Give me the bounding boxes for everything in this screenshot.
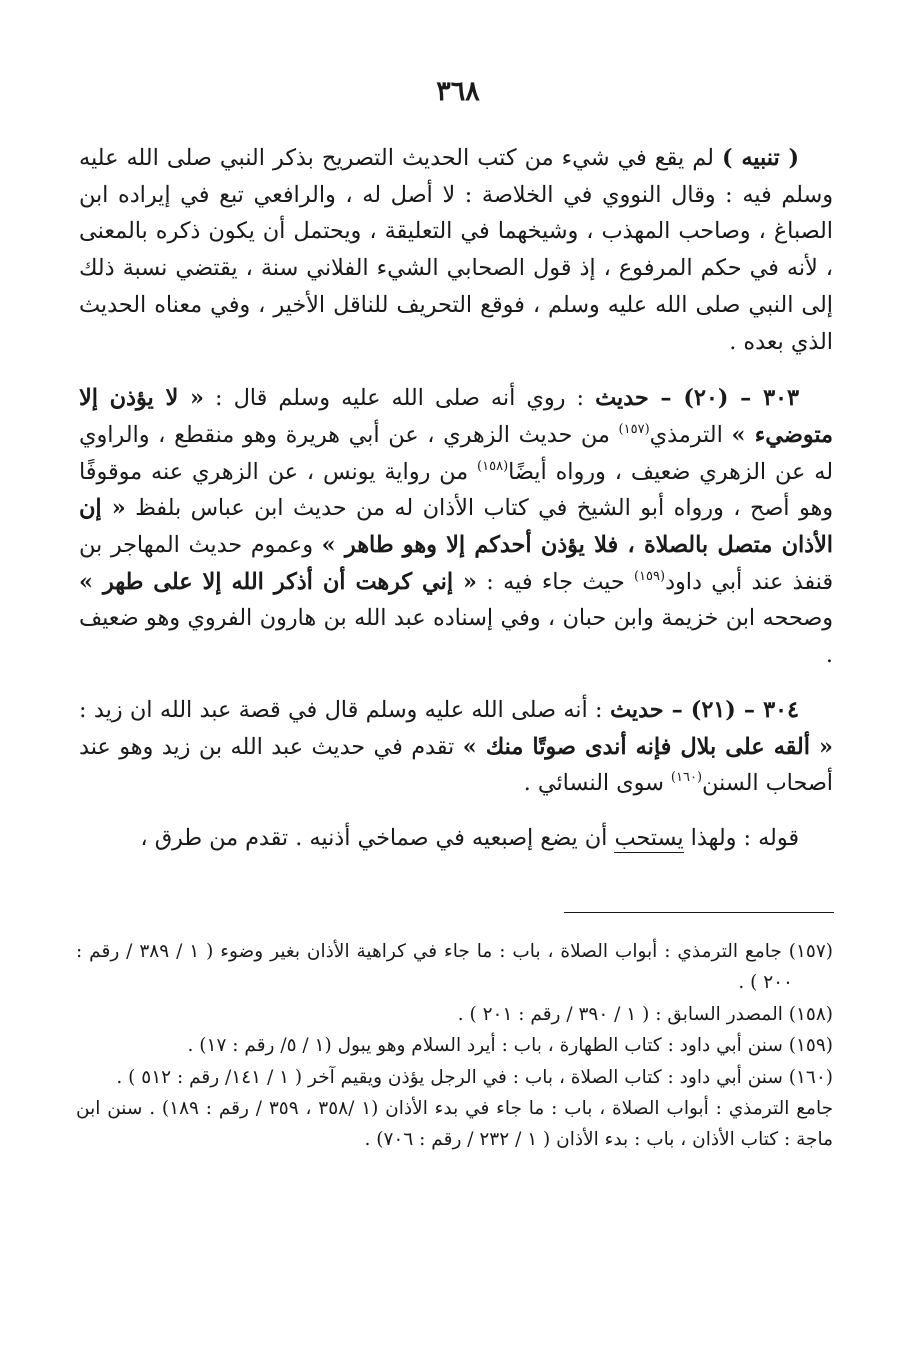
hadith-303-text-1: : روي أنه صلى الله عليه وسلم قال : bbox=[203, 385, 596, 412]
footnote-158: (١٥٨) المصدر السابق : ( ١ / ٣٩٠ / رقم : ٢٠١ ) . bbox=[457, 1003, 833, 1025]
footnote-ref-159: (١٥٩) bbox=[633, 568, 666, 584]
hadith-304-text-1: : أنه صلى الله عليه وسلم قال في قصة عبد الله ان زيد : bbox=[79, 696, 610, 723]
hadith-304-paragraph bbox=[79, 692, 833, 802]
hadith-303-text-2: الترمذي bbox=[649, 421, 732, 448]
footnote-ref-158: (١٥٨) bbox=[477, 458, 509, 474]
hadith-303-quote-1: « لا يؤذن إلا متوضيء » bbox=[79, 385, 833, 448]
hadith-303-text-4: من رواية يونس ، عن الزهري عنه موقوفًا وهو أصح ، ورواه أبو الشيخ في كتاب الأذان له من حديث ابن عباس بلفظ bbox=[79, 458, 833, 522]
tanbih-text: لم يقع في شيء من كتب الحديث التصريح بذكر النبي صلى الله عليه وسلم فيه : وقال النووي في الخلاصة : لا أصل له ، والرافعي تبع في إيراده ابن الصباغ ، وصاحب المهذب ، وشيخهما في التعليقة ، ويحتمل أن يكون ذكره بالمعنى ، لأنه في حكم المرفوع ، إذ قول الصحابي الشيء الفلاني سنة ، يقتضي نسبة ذلك إلى النبي صلى الله عليه وسلم ، فوقع التحريف للناقل الأخير ، وفي معناه الحديث الذي بعده . bbox=[79, 145, 833, 355]
hadith-303-text-7: وصححه ابن خزيمة وابن حبان ، وفي إسناده عبد الله بن هارون الفروي وهو ضعيف . bbox=[79, 605, 833, 669]
qawluhu-underlined-word: يستحب bbox=[614, 824, 684, 851]
qawluhu-text-2: أن يضع إصبعيه في صماخي أذنيه . تقدم من طرق ، bbox=[140, 824, 615, 851]
hadith-303-number: ٣٠٣ – (٢٠) – حديث bbox=[595, 385, 799, 412]
footnote-continuation: جامع الترمذي : أبواب الصلاة ، باب : ما جاء في بدء الأذان (١ /٣٥٨ ، ٣٥٩ / رقم : ١٨٩) . سنن ابن ماجة : كتاب الأذان ، باب : بدء الأذان ( ١ / ٢٣٢ / رقم : ٧٠٦) . bbox=[76, 1098, 834, 1151]
footnote-ref-160: (١٦٠) bbox=[670, 770, 703, 786]
page-number: ٣٦٨ bbox=[436, 76, 480, 107]
qawluhu-text-1: قوله : ولهذا bbox=[683, 824, 799, 851]
footnote-159: (١٥٩) سنن أبي داود : كتاب الطهارة ، باب : أيرد السلام وهو يبول (١ / ٥/ رقم : ١٧) . bbox=[187, 1035, 833, 1057]
hadith-303-text-5: وعموم حديث المهاجر بن قنفذ عند أبي داود bbox=[79, 532, 833, 595]
hadith-304-quote-1: « ألقه على بلال فإنه أندى صوتًا منك » bbox=[462, 733, 833, 760]
main-text bbox=[79, 140, 833, 857]
hadith-303-paragraph bbox=[79, 380, 833, 674]
footnote-ref-157: (١٥٧) bbox=[618, 421, 650, 437]
footnotes-section bbox=[76, 936, 833, 1156]
footnote-160: (١٦٠) سنن أبي داود : كتاب الصلاة ، باب : في الرجل يؤذن ويقيم آخر ( ١ / ١٤١/ رقم : ٥١٢ ) . bbox=[116, 1066, 833, 1088]
hadith-303-text-3: من حديث الزهري ، عن أبي هريرة وهو منقطع ، والراوي له عن الزهري ضعيف ، ورواه أيضًا bbox=[79, 421, 834, 485]
footnote-separator bbox=[564, 912, 834, 913]
hadith-304-text-3: سوى النسائي . bbox=[523, 770, 671, 797]
hadith-304-text-2: تقدم في حديث عبد الله بن زيد وهو عند أصحاب السنن bbox=[79, 733, 833, 797]
tanbih-paragraph bbox=[79, 140, 833, 360]
tanbih-label: ( تنبيه ) bbox=[722, 145, 799, 171]
hadith-304-number: ٣٠٤ – (٢١) – حديث bbox=[609, 696, 800, 723]
hadith-303-text-6: حيث جاء فيه : bbox=[476, 568, 634, 595]
qawluhu-paragraph bbox=[79, 820, 833, 857]
hadith-303-quote-2: « إن الأذان متصل بالصلاة ، فلا يؤذن أحدكم إلا وهو طاهر » bbox=[79, 495, 833, 559]
hadith-303-quote-3: « إني كرهت أن أذكر الله إلا على طهر » bbox=[79, 568, 477, 595]
footnote-157: (١٥٧) جامع الترمذي : أبواب الصلاة ، باب : ما جاء في كراهية الأذان بغير وضوء ( ١ / ٣٨٩ / رقم : ٢٠٠ ) . bbox=[76, 941, 834, 994]
